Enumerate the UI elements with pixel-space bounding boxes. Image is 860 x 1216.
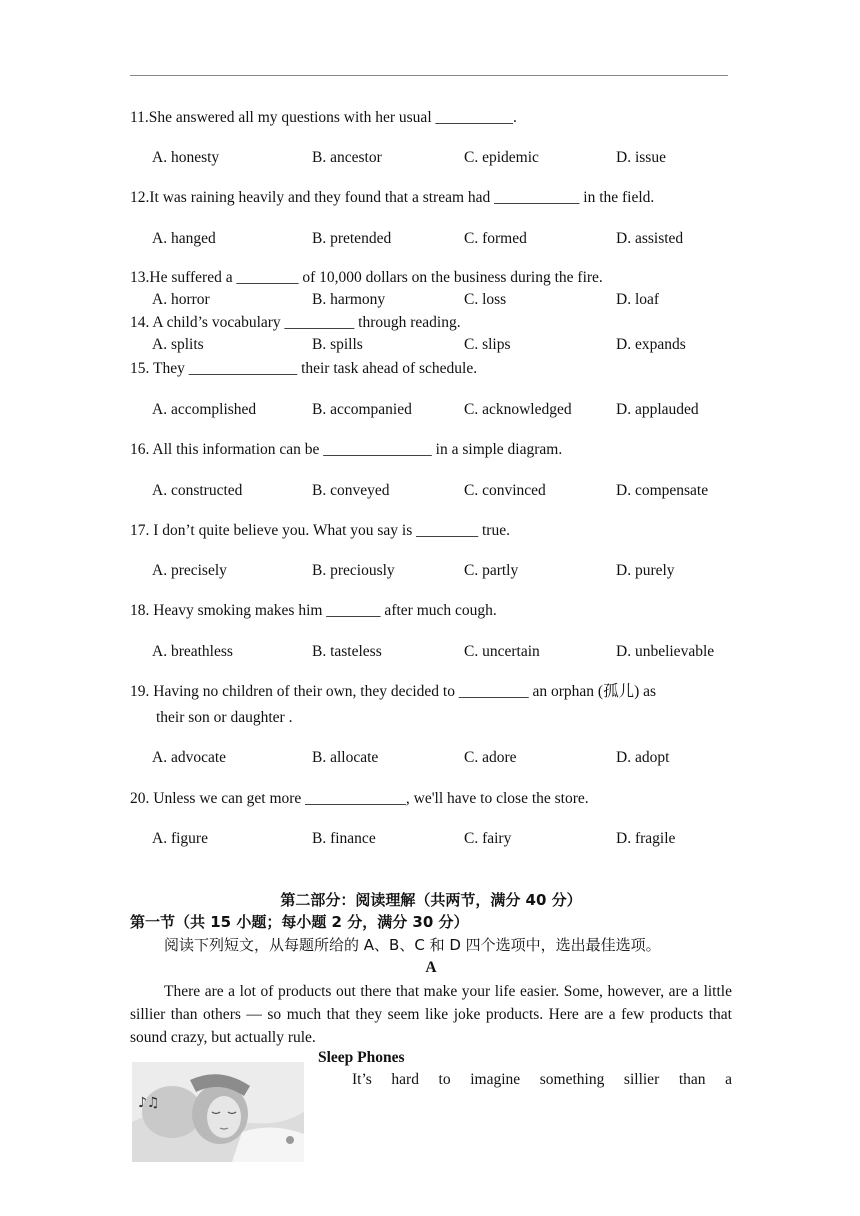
question-20: 20. Unless we can get more _____________, we'll have to close the store. <box>130 790 589 807</box>
q20-option-b: B. finance <box>312 830 376 847</box>
q11-option-a: A. honesty <box>152 149 220 166</box>
question-16: 16. All this information can be ______________ in a simple diagram. <box>130 441 563 458</box>
q12-option-b: B. pretended <box>312 230 392 247</box>
q19-option-d: D. adopt <box>616 749 670 766</box>
part2-title: 第二部分：阅读理解（共两节，满分 40 分） <box>280 891 582 909</box>
q13-option-b: B. harmony <box>312 291 386 308</box>
reading-instruction: 阅读下列短文，从每题所给的 A、B、C 和 D 四个选项中，选出最佳选项。 <box>164 936 661 954</box>
sleep-phones-text: It’s hard to imagine something sillier than a <box>352 1071 732 1088</box>
section1-heading: 第一节（共 15 小题；每小题 2 分，满分 30 分） <box>130 913 469 931</box>
q18-option-c: C. uncertain <box>464 643 540 660</box>
q11-option-c: C. epidemic <box>464 149 539 166</box>
q20-option-a: A. figure <box>152 830 208 847</box>
q15-option-b: B. accompanied <box>312 401 412 418</box>
q14-option-a: A. splits <box>152 336 204 353</box>
q12-option-d: D. assisted <box>616 230 684 247</box>
q17-option-c: C. partly <box>464 562 519 579</box>
q16-option-d: D. compensate <box>616 482 709 499</box>
passage-label: A <box>425 959 437 976</box>
question-18: 18. Heavy smoking makes him _______ after much cough. <box>130 602 497 619</box>
q13-option-c: C. loss <box>464 291 507 308</box>
q17-option-d: D. purely <box>616 562 675 579</box>
q12-option-c: C. formed <box>464 230 527 247</box>
question-13: 13.He suffered a ________ of 10,000 dollars on the business during the fire. <box>130 269 603 286</box>
question-12: 12.It was raining heavily and they found that a stream had ___________ in the field. <box>130 189 655 206</box>
q14-option-c: C. slips <box>464 336 511 353</box>
question-14: 14. A child’s vocabulary _________ through reading. <box>130 314 461 331</box>
q15-option-c: C. acknowledged <box>464 401 572 418</box>
q19-option-b: B. allocate <box>312 749 379 766</box>
q20-option-c: C. fairy <box>464 830 512 847</box>
q18-option-a: A. breathless <box>152 643 233 660</box>
q18-option-b: B. tasteless <box>312 643 382 660</box>
header-rule <box>130 75 728 76</box>
q12-option-a: A. hanged <box>152 230 216 247</box>
q15-option-a: A. accomplished <box>152 401 257 418</box>
sleep-phones-photo <box>132 1062 304 1162</box>
q16-option-a: A. constructed <box>152 482 243 499</box>
q19-option-a: A. advocate <box>152 749 227 766</box>
q13-option-a: A. horror <box>152 291 210 308</box>
subheading-sleep-phones: Sleep Phones <box>318 1049 405 1066</box>
passage-intro <box>130 980 732 1049</box>
question-11: 11.She answered all my questions with her usual __________. <box>130 109 517 126</box>
sleeping-woman-image <box>132 1062 304 1162</box>
question-19: 19. Having no children of their own, they decided to _________ an orphan (孤儿) as <box>130 683 657 700</box>
q14-option-b: B. spills <box>312 336 363 353</box>
q13-option-d: D. loaf <box>616 291 660 308</box>
question-17: 17. I don’t quite believe you. What you say is ________ true. <box>130 522 510 539</box>
q15-option-d: D. applauded <box>616 401 699 418</box>
q17-option-a: A. precisely <box>152 562 227 579</box>
q20-option-d: D. fragile <box>616 830 676 847</box>
question-15: 15. They ______________ their task ahead of schedule. <box>130 360 478 377</box>
q17-option-b: B. preciously <box>312 562 395 579</box>
svg-text:♪♫: ♪♫ <box>138 1095 160 1111</box>
question-19-continued: their son or daughter . <box>156 709 293 726</box>
q18-option-d: D. unbelievable <box>616 643 715 660</box>
q16-option-c: C. convinced <box>464 482 546 499</box>
q11-option-d: D. issue <box>616 149 666 166</box>
q16-option-b: B. conveyed <box>312 482 390 499</box>
q19-option-c: C. adore <box>464 749 517 766</box>
q11-option-b: B. ancestor <box>312 149 382 166</box>
q14-option-d: D. expands <box>616 336 686 353</box>
passage-text: There are a lot of products out there that make your life easier. Some, however, are a little sillier than others — so much that they seem like joke products. Here are a few products that sound crazy, but actually rule. <box>130 983 732 1046</box>
